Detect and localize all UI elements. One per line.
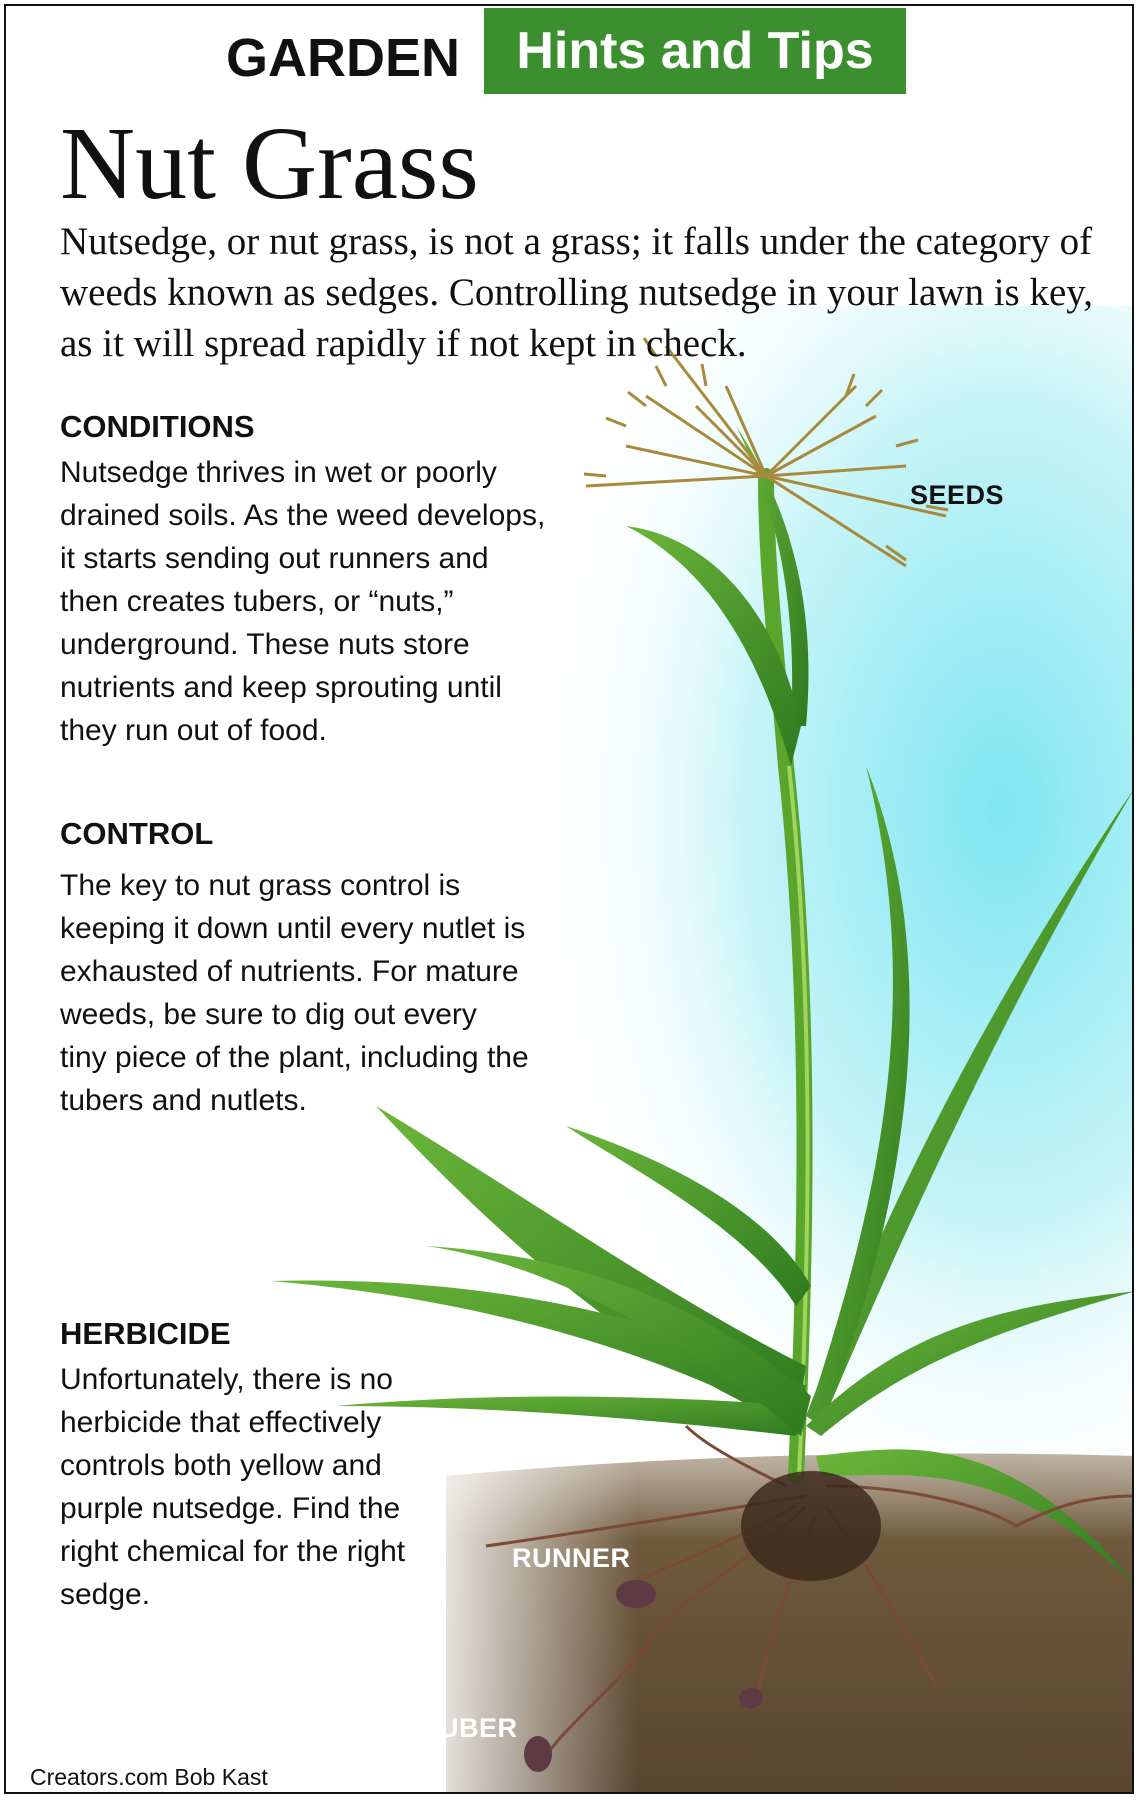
runner-label: RUNNER [512, 1543, 631, 1573]
herbicide-heading: HERBICIDE [60, 1316, 231, 1351]
intro-text: Nutsedge, or nut grass, is not a grass; it falls under the category of weeds known as sedges. Controlling nutsedge in your lawn is key, as it will spread rapidly if not kept in check. [60, 220, 1093, 365]
conditions-body: Nutsedge thrives in wet or poorly drained soils. As the weed develops, it starts sending out runners and then creates tubers, or “nuts,” underground. These nuts store nutrients and keep sprouting until they run out of food. [60, 456, 546, 747]
control-heading: CONTROL [60, 816, 214, 851]
header-hints-tips: Hints and Tips [484, 8, 906, 94]
page-title: Nut Grass [60, 106, 479, 221]
tuber-1 [616, 1580, 656, 1608]
credit-line: Creators.com Bob Kast [30, 1764, 268, 1790]
tuber-3 [739, 1688, 763, 1708]
conditions-heading: CONDITIONS [60, 409, 255, 444]
tuber-label: TUBER [422, 1713, 518, 1743]
root-ball [741, 1471, 881, 1581]
control-body: The key to nut grass control is keeping it down until every nutlet is exhausted of nutrients. For mature weeds, be sure to dig out every tiny piece of the plant, including the tubers and nutlets. [60, 869, 529, 1117]
header-garden: GARDEN [226, 28, 461, 88]
infographic-frame [4, 4, 1134, 1794]
tuber-2 [524, 1736, 552, 1772]
herbicide-body: Unfortunately, there is no herbicide that effectively controls both yellow and purple nutsedge. Find the right chemical for the right sedge. [60, 1363, 406, 1611]
seeds-label: SEEDS [910, 480, 1005, 510]
